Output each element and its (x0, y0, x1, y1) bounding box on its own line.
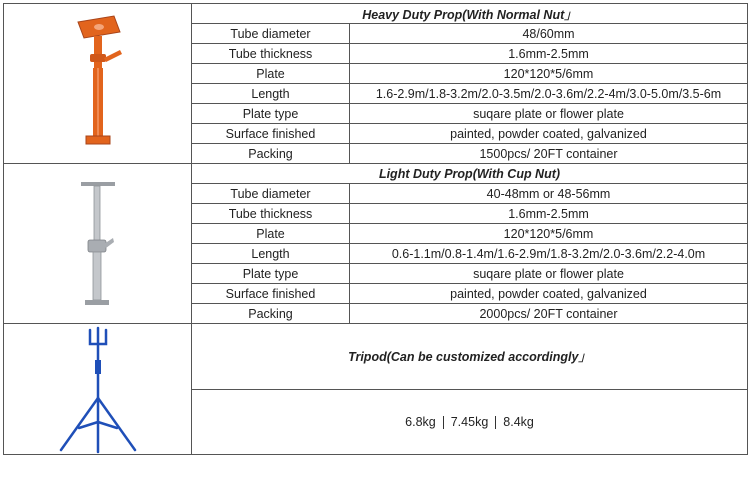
row-label: Tube thickness (192, 204, 350, 224)
row-value: painted, powder coated, galvanized (350, 284, 748, 304)
row-value: suqare plate or flower plate (350, 264, 748, 284)
light-duty-title: Light Duty Prop(With Cup Nut) (192, 164, 748, 184)
row-value: 120*120*5/6mm (350, 224, 748, 244)
row-label: Plate type (192, 264, 350, 284)
tripod-icon (53, 324, 143, 454)
weight-separator (443, 416, 444, 429)
row-label: Plate type (192, 104, 350, 124)
row-value: 48/60mm (350, 24, 748, 44)
heavy-duty-prop-icon (68, 14, 128, 154)
weight-separator (495, 416, 496, 429)
row-value: suqare plate or flower plate (350, 104, 748, 124)
row-value: 40-48mm or 48-56mm (350, 184, 748, 204)
weight-value: 8.4kg (503, 414, 534, 429)
row-value: 1.6mm-2.5mm (350, 204, 748, 224)
row-value: 1.6mm-2.5mm (350, 44, 748, 64)
heavy-duty-title: Heavy Duty Prop(With Normal Nut」 (192, 4, 748, 24)
row-label: Surface finished (192, 284, 350, 304)
tripod-image (4, 324, 192, 455)
light-duty-prop-icon (73, 174, 123, 314)
heavy-duty-title-row (4, 4, 748, 24)
heavy-duty-prop-image (4, 4, 192, 164)
row-label: Tube diameter (192, 24, 350, 44)
row-label: Packing (192, 144, 350, 164)
row-label: Length (192, 244, 350, 264)
row-label: Surface finished (192, 124, 350, 144)
light-duty-title-row (4, 164, 748, 184)
row-value: 1.6-2.9m/1.8-3.2m/2.0-3.5m/2.0-3.6m/2.2-4m/3.0-5.0m/3.5-6m (350, 84, 748, 104)
row-label: Plate (192, 224, 350, 244)
row-label: Packing (192, 304, 350, 324)
row-label: Tube thickness (192, 44, 350, 64)
light-duty-prop-image (4, 164, 192, 324)
weight-value: 7.45kg (450, 414, 489, 429)
row-value: painted, powder coated, galvanized (350, 124, 748, 144)
row-value: 120*120*5/6mm (350, 64, 748, 84)
tripod-title: Tripod(Can be customized accordingly」 (192, 324, 748, 390)
row-value: 0.6-1.1m/0.8-1.4m/1.6-2.9m/1.8-3.2m/2.0-3.6m/2.2-4.0m (350, 244, 748, 264)
tripod-title-row (4, 324, 748, 390)
tripod-weights (192, 389, 748, 455)
weight-value: 6.8kg (405, 414, 436, 429)
row-label: Plate (192, 64, 350, 84)
row-label: Length (192, 84, 350, 104)
row-label: Tube diameter (192, 184, 350, 204)
row-value: 1500pcs/ 20FT container (350, 144, 748, 164)
row-value: 2000pcs/ 20FT container (350, 304, 748, 324)
product-spec-table (3, 3, 748, 455)
